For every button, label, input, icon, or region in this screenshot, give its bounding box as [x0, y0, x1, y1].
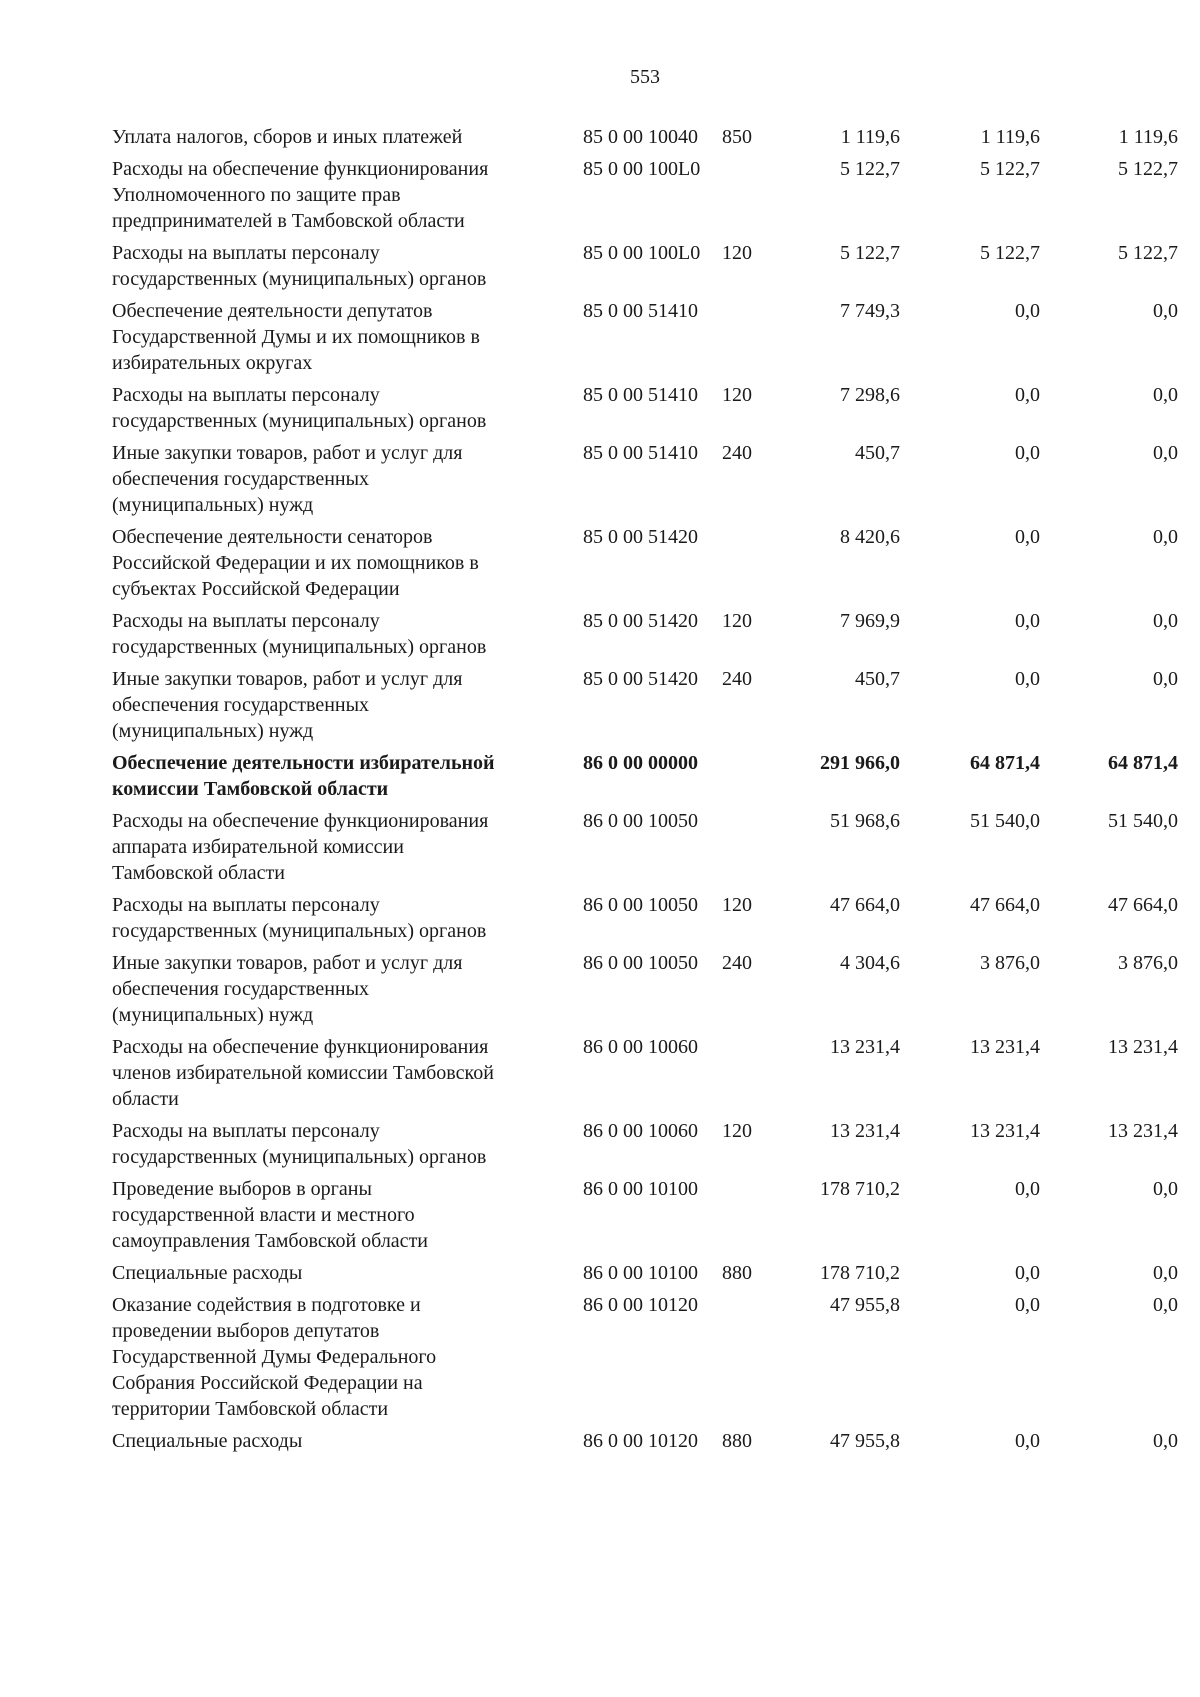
- row-value-2: 1 119,6: [980, 126, 1040, 148]
- row-value-1: 47 955,8: [830, 1430, 900, 1452]
- row-value-3: 3 876,0: [1118, 952, 1178, 974]
- row-value-1: 5 122,7: [840, 158, 900, 180]
- row-code: 85 0 00 51420: [583, 610, 698, 632]
- row-value-1: 4 304,6: [840, 952, 900, 974]
- row-value-3: 13 231,4: [1108, 1036, 1178, 1058]
- table-row: [0, 156, 1200, 240]
- row-value-2: 0,0: [1015, 1262, 1040, 1284]
- row-code: 86 0 00 10050: [583, 952, 698, 974]
- table-row: [0, 1292, 1200, 1428]
- row-value-3: 1 119,6: [1118, 126, 1178, 148]
- row-code: 85 0 00 51410: [583, 384, 698, 406]
- row-value-1: 8 420,6: [840, 526, 900, 548]
- row-value-2: 0,0: [1015, 1294, 1040, 1316]
- row-value-2: 0,0: [1015, 442, 1040, 464]
- table-row: [0, 240, 1200, 298]
- row-code: 85 0 00 51420: [583, 668, 698, 690]
- row-expense-type: 240: [722, 668, 752, 690]
- row-code: 86 0 00 10100: [583, 1178, 698, 1200]
- row-value-3: 5 122,7: [1118, 158, 1178, 180]
- row-value-3: 0,0: [1153, 384, 1178, 406]
- row-expense-type: 880: [722, 1430, 752, 1452]
- row-name: Уплата налогов, сборов и иных платежей: [112, 126, 463, 148]
- row-value-2: 13 231,4: [970, 1036, 1040, 1058]
- row-name: Проведение выборов в органы государственной власти и местного самоуправления Тамбовской области: [112, 1178, 429, 1252]
- row-value-1: 7 969,9: [840, 610, 900, 632]
- table-row: [0, 750, 1200, 808]
- row-name: Расходы на обеспечение функционирования аппарата избирательной комиссии Тамбовской области: [112, 810, 489, 884]
- row-code: 86 0 00 00000: [583, 752, 698, 774]
- row-value-3: 0,0: [1153, 668, 1178, 690]
- table-row: [0, 440, 1200, 524]
- table-row: [0, 1176, 1200, 1260]
- row-value-2: 0,0: [1015, 668, 1040, 690]
- table-row: [0, 1428, 1200, 1460]
- row-value-1: 450,7: [855, 668, 900, 690]
- row-value-2: 0,0: [1015, 384, 1040, 406]
- row-expense-type: 850: [722, 126, 752, 148]
- row-expense-type: 240: [722, 442, 752, 464]
- row-value-3: 0,0: [1153, 300, 1178, 322]
- table-row: [0, 382, 1200, 440]
- row-name: Расходы на обеспечение функционирования членов избирательной комиссии Тамбовской области: [112, 1036, 494, 1110]
- row-value-1: 450,7: [855, 442, 900, 464]
- row-value-2: 0,0: [1015, 1430, 1040, 1452]
- row-value-2: 5 122,7: [980, 158, 1040, 180]
- row-value-2: 13 231,4: [970, 1120, 1040, 1142]
- row-value-2: 3 876,0: [980, 952, 1040, 974]
- row-name: Специальные расходы: [112, 1262, 303, 1284]
- row-code: 85 0 00 100L0: [583, 158, 701, 180]
- row-name: Обеспечение деятельности избирательной комиссии Тамбовской области: [112, 752, 495, 800]
- row-value-2: 0,0: [1015, 526, 1040, 548]
- row-expense-type: 880: [722, 1262, 752, 1284]
- row-value-3: 0,0: [1153, 442, 1178, 464]
- table-row: [0, 608, 1200, 666]
- row-value-3: 0,0: [1153, 1430, 1178, 1452]
- row-expense-type: 120: [722, 894, 752, 916]
- row-code: 85 0 00 51410: [583, 442, 698, 464]
- row-name: Расходы на выплаты персоналу государственных (муниципальных) органов: [112, 384, 487, 432]
- row-value-1: 7 298,6: [840, 384, 900, 406]
- row-name: Расходы на выплаты персоналу государственных (муниципальных) органов: [112, 1120, 487, 1168]
- row-value-3: 0,0: [1153, 610, 1178, 632]
- row-value-1: 47 955,8: [830, 1294, 900, 1316]
- row-value-2: 47 664,0: [970, 894, 1040, 916]
- row-value-1: 291 966,0: [820, 752, 900, 774]
- table-row: [0, 524, 1200, 608]
- row-code: 85 0 00 100L0: [583, 242, 701, 264]
- table-row: [0, 892, 1200, 950]
- row-name: Обеспечение деятельности депутатов Государственной Думы и их помощников в избирательных округах: [112, 300, 480, 374]
- row-expense-type: 120: [722, 610, 752, 632]
- row-value-1: 178 710,2: [820, 1262, 900, 1284]
- budget-table: [0, 124, 1200, 1460]
- row-code: 85 0 00 10040: [583, 126, 698, 148]
- row-code: 86 0 00 10120: [583, 1294, 698, 1316]
- row-code: 85 0 00 51420: [583, 526, 698, 548]
- row-value-3: 0,0: [1153, 1294, 1178, 1316]
- row-code: 86 0 00 10050: [583, 894, 698, 916]
- row-value-3: 0,0: [1153, 526, 1178, 548]
- row-value-1: 13 231,4: [830, 1120, 900, 1142]
- table-row: [0, 1260, 1200, 1292]
- row-value-2: 51 540,0: [970, 810, 1040, 832]
- row-code: 86 0 00 10060: [583, 1120, 698, 1142]
- row-value-3: 0,0: [1153, 1262, 1178, 1284]
- row-value-2: 0,0: [1015, 300, 1040, 322]
- row-value-1: 7 749,3: [840, 300, 900, 322]
- row-code: 86 0 00 10120: [583, 1430, 698, 1452]
- row-code: 86 0 00 10050: [583, 810, 698, 832]
- table-row: [0, 808, 1200, 892]
- row-value-3: 64 871,4: [1108, 752, 1178, 774]
- page-number: 553: [630, 66, 660, 88]
- row-value-3: 5 122,7: [1118, 242, 1178, 264]
- row-value-3: 0,0: [1153, 1178, 1178, 1200]
- row-name: Иные закупки товаров, работ и услуг для обеспечения государственных (муниципальных) нужд: [112, 952, 463, 1026]
- table-row: [0, 298, 1200, 382]
- row-expense-type: 240: [722, 952, 752, 974]
- row-value-3: 47 664,0: [1108, 894, 1178, 916]
- row-name: Специальные расходы: [112, 1430, 303, 1452]
- row-name: Иные закупки товаров, работ и услуг для обеспечения государственных (муниципальных) нужд: [112, 442, 463, 516]
- row-value-1: 13 231,4: [830, 1036, 900, 1058]
- row-value-1: 51 968,6: [830, 810, 900, 832]
- row-expense-type: 120: [722, 1120, 752, 1142]
- table-row: [0, 950, 1200, 1034]
- row-code: 86 0 00 10060: [583, 1036, 698, 1058]
- row-code: 85 0 00 51410: [583, 300, 698, 322]
- row-name: Расходы на выплаты персоналу государственных (муниципальных) органов: [112, 894, 487, 942]
- row-name: Иные закупки товаров, работ и услуг для обеспечения государственных (муниципальных) нужд: [112, 668, 463, 742]
- row-value-2: 0,0: [1015, 1178, 1040, 1200]
- row-value-3: 13 231,4: [1108, 1120, 1178, 1142]
- row-value-1: 47 664,0: [830, 894, 900, 916]
- row-name: Расходы на выплаты персоналу государственных (муниципальных) органов: [112, 242, 487, 290]
- table-row: [0, 666, 1200, 750]
- table-row: [0, 124, 1200, 156]
- row-value-3: 51 540,0: [1108, 810, 1178, 832]
- row-value-1: 178 710,2: [820, 1178, 900, 1200]
- row-value-2: 0,0: [1015, 610, 1040, 632]
- row-name: Оказание содействия в подготовке и проведении выборов депутатов Государственной Думы Федерального Собрания Российской Федерации на территории Тамбовской области: [112, 1294, 437, 1420]
- table-row: [0, 1118, 1200, 1176]
- row-code: 86 0 00 10100: [583, 1262, 698, 1284]
- row-name: Обеспечение деятельности сенаторов Российской Федерации и их помощников в субъектах Российской Федерации: [112, 526, 479, 600]
- row-value-2: 5 122,7: [980, 242, 1040, 264]
- row-expense-type: 120: [722, 384, 752, 406]
- table-row: [0, 1034, 1200, 1118]
- row-expense-type: 120: [722, 242, 752, 264]
- row-value-1: 5 122,7: [840, 242, 900, 264]
- row-value-1: 1 119,6: [840, 126, 900, 148]
- row-name: Расходы на обеспечение функционирования Уполномоченного по защите прав предпринимателей в Тамбовской области: [112, 158, 489, 232]
- row-value-2: 64 871,4: [970, 752, 1040, 774]
- row-name: Расходы на выплаты персоналу государственных (муниципальных) органов: [112, 610, 487, 658]
